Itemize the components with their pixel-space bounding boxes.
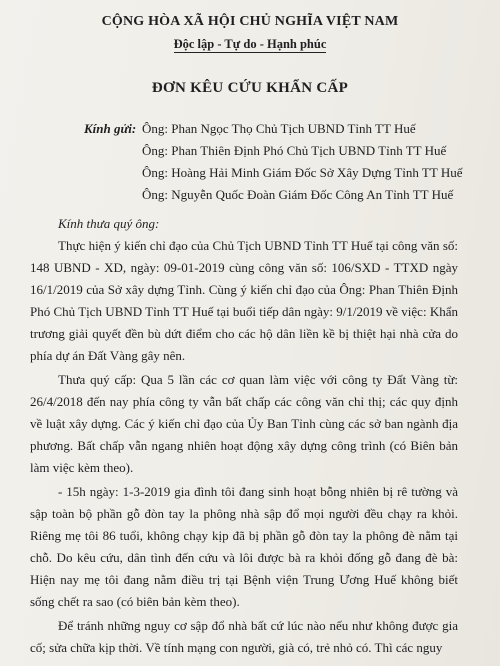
recipient-row <box>84 140 462 162</box>
recipient-item: Ông: Phan Ngọc Thọ Chủ Tịch UBND Tỉnh TT Huế <box>142 121 416 136</box>
motto <box>0 37 500 52</box>
recipient-row <box>84 162 462 184</box>
recipient-item: Ông: Nguyễn Quốc Đoàn Giám Đốc Công An Tỉnh TT Huế <box>142 187 454 202</box>
recipient-row <box>84 118 462 140</box>
body-paragraph: Thưa quý cấp: Qua 5 lần các cơ quan làm việc với công ty Đất Vàng từ: 26/4/2018 đến nay phía công ty vẫn bất chấp các công văn chỉ thị; các quy định về luật xây dựng. Các ý kiến chỉ đạo của Ủy Ban Tỉnh cùng các sở ban ngành địa phương. Bất chấp vẫn ngang nhiên hoạt động xây dựng công trình (có Biên bản làm việc kèm theo). <box>30 372 458 475</box>
recipients-label: Kính gửi: <box>84 121 137 136</box>
document-title: ĐƠN KÊU CỨU KHẨN CẤP <box>151 80 349 96</box>
recipients-block <box>84 118 462 206</box>
recipient-item: Ông: Hoàng Hải Minh Giám Đốc Sở Xây Dựng Tỉnh TT Huế <box>142 165 463 180</box>
recipient-item: Ông: Phan Thiên Định Phó Chủ Tịch UBND Tỉnh TT Huế <box>142 143 447 158</box>
national-header: CỘNG HÒA XÃ HỘI CHỦ NGHĨA VIỆT NAM <box>101 14 399 29</box>
letter-body <box>30 213 458 659</box>
motto-text: Độc lập - Tự do - Hạnh phúc <box>173 37 327 51</box>
recipient-row <box>84 184 462 206</box>
body-paragraph: Để tránh những nguy cơ sập đổ nhà bất cứ lúc nào nếu như không được gia cố; sửa chữa kịp thời. Về tính mạng con người, già có, trẻ nhỏ có. Thì các nguy <box>30 618 458 655</box>
body-paragraph: Thực hiện ý kiến chỉ đạo của Chủ Tịch UBND Tỉnh TT Huế tại công văn số: 148 UBND - XD, ngày: 09-01-2019 cùng công văn số: 106/SXD - TTXD ngày 16/1/2019 của Sở xây dựng Tỉnh. Cùng ý kiến chỉ đạo của Ông: Phan Thiên Định Phó Chủ Tịch UBND Tỉnh TT Huế tại buổi tiếp dân ngày: 9/1/2019 về việc: Khẩn trương giải quyết đền bù dứt điểm cho các hộ dân liền kề bị thiệt hại nhà cửa do phía dự án Đất Vàng gây nên. <box>30 238 458 363</box>
body-paragraph: - 15h ngày: 1-3-2019 gia đình tôi đang sinh hoạt bỗng nhiên bị rê tường và sập toàn bộ phần gỗ đòn tay la phông nhà sập đổ mọi người đều chạy ra khỏi. Riêng mẹ tôi 86 tuổi, không chạy kịp đã bị phần gỗ đòn tay la phông đè nằm tại chỗ. Do kêu cứu, dân tình đến cứu và lôi được bà ra khỏi đống gỗ đang đè bà: Hiện nay mẹ tôi đang nằm điều trị tại Bệnh viện Trung Ương Huế không biết sống chết ra sao (có biên bản kèm theo). <box>30 484 458 609</box>
greeting: Kính thưa quý ông: <box>58 216 160 231</box>
